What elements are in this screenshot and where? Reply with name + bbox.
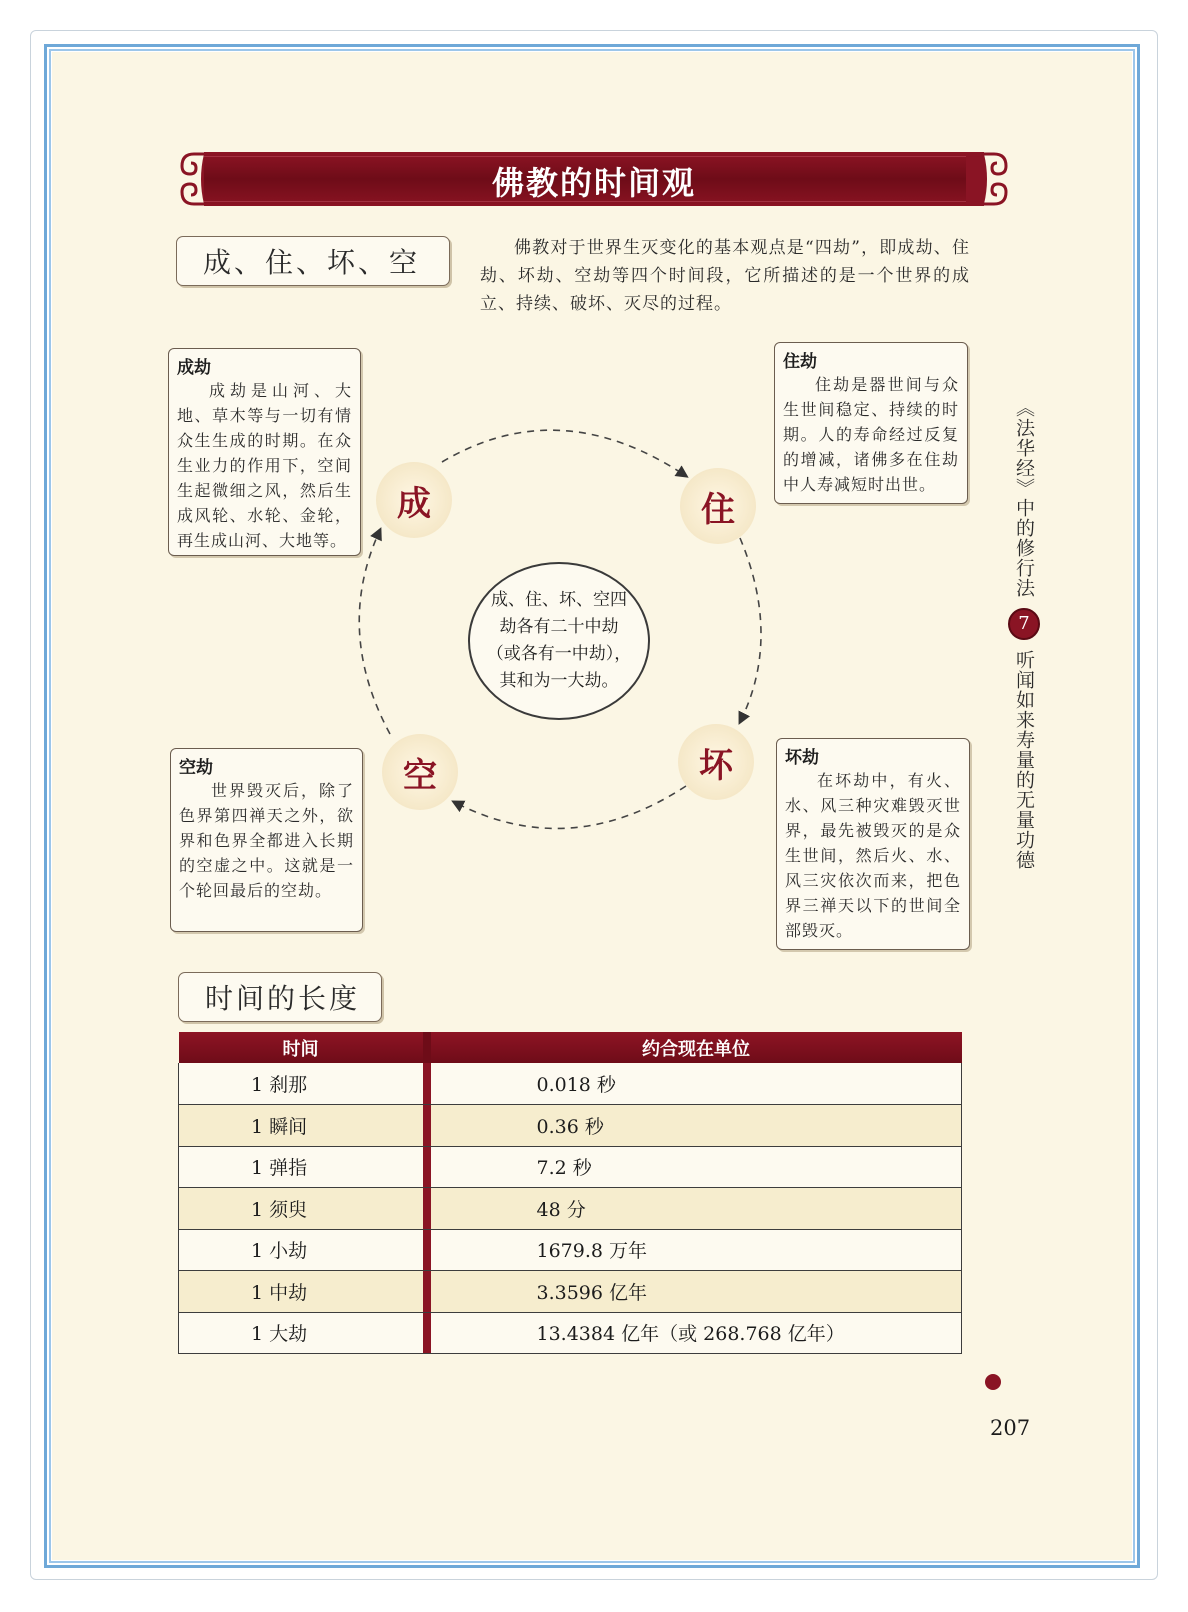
arrow-cheng-to-zhu xyxy=(442,430,686,476)
cycle-node-cheng: 成 xyxy=(376,462,452,538)
table-row xyxy=(179,1271,962,1313)
column-separator xyxy=(423,1063,431,1105)
cycle-node-zhu: 住 xyxy=(680,468,756,544)
time-cell: 1 瞬间 xyxy=(179,1105,423,1147)
time-units-table xyxy=(178,1032,962,1354)
table-row xyxy=(179,1229,962,1271)
table-row xyxy=(179,1063,962,1105)
arrow-huai-to-kong xyxy=(454,786,686,828)
column-header-time: 时间 xyxy=(179,1032,423,1063)
table-row xyxy=(179,1188,962,1230)
column-separator xyxy=(423,1271,431,1313)
kalpa-description: 住劫是器世间与众生世间稳定、持续的时期。人的寿命经过反复的增减，诸佛多在住劫中人寿减短时出世。 xyxy=(783,375,959,494)
section-heading-four-kalpas: 成、住、坏、空 xyxy=(176,236,450,286)
chapter-side-tab xyxy=(1006,398,1042,870)
modern-unit-cell: 7.2 秒 xyxy=(431,1146,962,1188)
modern-unit-cell: 0.36 秒 xyxy=(431,1105,962,1147)
table-header-row xyxy=(179,1032,962,1063)
kalpa-title: 住劫 xyxy=(783,352,817,372)
kalpa-title: 成劫 xyxy=(177,358,211,378)
column-separator xyxy=(423,1229,431,1271)
table-row xyxy=(179,1146,962,1188)
chapter-number-badge: 7 xyxy=(1008,608,1040,640)
kalpa-title: 坏劫 xyxy=(785,748,819,768)
cycle-node-kong: 空 xyxy=(382,734,458,810)
time-cell: 1 刹那 xyxy=(179,1063,423,1105)
modern-unit-cell: 0.018 秒 xyxy=(431,1063,962,1105)
table-row xyxy=(179,1105,962,1147)
time-cell: 1 大劫 xyxy=(179,1312,423,1354)
kalpa-box-zhu xyxy=(774,342,968,504)
time-cell: 1 弹指 xyxy=(179,1146,423,1188)
side-tab-book-title: 《法华经》中的修行法 xyxy=(1013,398,1035,598)
column-separator xyxy=(423,1105,431,1147)
arrow-kong-to-cheng xyxy=(359,530,390,734)
intro-paragraph: 佛教对于世界生灭变化的基本观点是“四劫”，即成劫、住劫、坏劫、空劫等四个时间段，它所描述的是一个世界的成立、持续、破坏、灭尽的过程。 xyxy=(480,238,970,314)
scroll-ornament-right-icon xyxy=(966,152,1010,206)
time-cell: 1 须臾 xyxy=(179,1188,423,1230)
kalpa-box-huai xyxy=(776,738,970,950)
modern-unit-cell: 48 分 xyxy=(431,1188,962,1230)
kalpa-description: 世界毁灭后，除了色界第四禅天之外，欲界和色界全都进入长期的空虚之中。这就是一个轮回最后的空劫。 xyxy=(179,781,354,900)
page-number: 207 xyxy=(990,1416,1031,1440)
kalpa-title: 空劫 xyxy=(179,758,213,778)
kalpa-description: 在坏劫中，有火、水、风三种灾难毁灭世界，最先被毁灭的是众生世间，然后火、水、风三灾依次而来，把色界三禅天以下的世间全部毁灭。 xyxy=(785,771,961,940)
modern-unit-cell: 3.3596 亿年 xyxy=(431,1271,962,1313)
column-header-modern-unit: 约合现在单位 xyxy=(431,1032,962,1063)
column-separator xyxy=(423,1312,431,1354)
column-separator xyxy=(423,1146,431,1188)
column-separator xyxy=(423,1032,431,1063)
column-separator xyxy=(423,1188,431,1230)
table-row xyxy=(179,1312,962,1354)
section-heading-time-length: 时间的长度 xyxy=(178,972,382,1022)
kalpa-description: 成劫是山河、大地、草木等与一切有情众生生成的时期。在众生业力的作用下，空间生起微细之风，然后生成风轮、水轮、金轮，再生成山河、大地等。 xyxy=(177,381,352,550)
cycle-node-huai: 坏 xyxy=(678,724,754,800)
page-title: 佛教的时间观 xyxy=(491,164,696,202)
side-tab-chapter-title: 听闻如来寿量的无量功德 xyxy=(1013,650,1035,870)
modern-unit-cell: 1679.8 万年 xyxy=(431,1229,962,1271)
decorative-dot-icon xyxy=(985,1374,1001,1390)
title-banner xyxy=(178,152,1010,206)
time-cell: 1 小劫 xyxy=(179,1229,423,1271)
cycle-center-text: 成、住、坏、空四劫各有二十中劫（或各有一中劫），其和为一大劫。 xyxy=(468,562,650,720)
modern-unit-cell: 13.4384 亿年（或 268.768 亿年） xyxy=(431,1312,962,1354)
time-cell: 1 中劫 xyxy=(179,1271,423,1313)
arrow-zhu-to-huai xyxy=(740,538,761,722)
